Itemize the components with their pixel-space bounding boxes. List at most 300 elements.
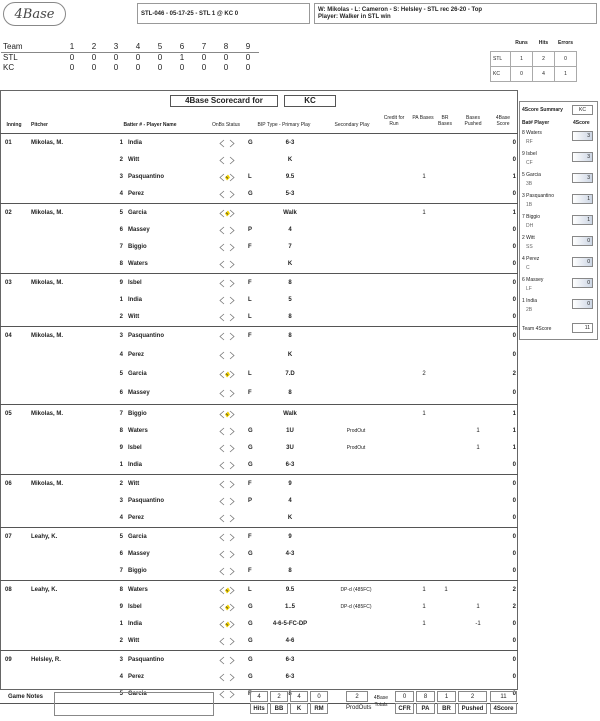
batter-name: Witt (128, 481, 140, 487)
primary-play: Walk (283, 210, 297, 216)
play-row (0, 654, 518, 668)
primary-play: 3U (286, 445, 294, 451)
game-notes-field[interactable] (54, 692, 214, 716)
base-diamond-icon (219, 514, 235, 523)
4base-score: 0 (512, 314, 516, 320)
rhe-row (491, 66, 577, 81)
batter-number: 8 (119, 428, 123, 434)
primary-play: 8 (288, 333, 292, 339)
inning-cell: 8 (215, 42, 237, 52)
batter-name: Witt (128, 314, 140, 320)
primary-play: 9.5 (285, 174, 295, 180)
play-row (0, 584, 518, 598)
4base-score: 0 (512, 568, 516, 574)
bip-type: F (248, 481, 252, 487)
total-label: ProdOuts (346, 705, 372, 711)
batter-name: India (128, 462, 143, 468)
batter-number: 1 (119, 297, 123, 303)
bip-type: L (248, 371, 252, 377)
pitcher-cell: Mikolas, M. (31, 280, 64, 286)
bip-type: P (248, 498, 253, 504)
inning-cell: 0 (157, 52, 163, 62)
batter-number: 2 (119, 314, 123, 320)
total-value: 11 (490, 691, 517, 702)
col-pitcher: Pitcher (31, 122, 48, 128)
4base-score: 0 (512, 551, 516, 557)
summary-col-player: Bat# Player (522, 120, 550, 126)
pitcher-cell: Mikolas, M. (31, 140, 64, 146)
batter-number: 4 (119, 515, 123, 521)
batter-name: India (128, 297, 143, 303)
game-id: STL-046 - 05-17-25 - STL 1 @ KC 0 (141, 10, 239, 17)
4base-score: 1 (512, 174, 516, 180)
batter-name: Perez (128, 352, 145, 358)
4base-score: 0 (512, 280, 516, 286)
total-cell (270, 691, 288, 715)
batter-number: 6 (119, 227, 123, 233)
primary-play: 8 (288, 691, 292, 697)
summary-score: 0 (572, 278, 593, 288)
primary-play: K (287, 352, 293, 358)
inning-cell: 0 (113, 52, 119, 62)
batter-number: 8 (119, 261, 123, 267)
primary-play: 5-3 (285, 191, 295, 197)
base-diamond-icon (219, 370, 235, 379)
linescore-row (1, 52, 259, 62)
rhe-cell: KC (491, 66, 511, 81)
play-row (0, 671, 518, 685)
batter-number: 1 (119, 462, 123, 468)
total-value: 8 (416, 691, 435, 702)
play-row (0, 459, 518, 473)
rhe-cell: Hits (538, 40, 549, 47)
batter-name: Biggio (128, 244, 147, 250)
rhe-cell (491, 36, 511, 51)
primary-play: K (287, 515, 293, 521)
play-row (0, 618, 518, 632)
batter-name: Waters (128, 428, 148, 434)
batter-name: Biggio (128, 411, 147, 417)
batter-number: 6 (119, 390, 123, 396)
batter-name: Perez (128, 674, 145, 680)
br-bases: 1 (444, 587, 448, 593)
base-diamond-icon (219, 173, 235, 182)
col-inning: Inning (6, 122, 22, 128)
total-value: 2 (458, 691, 487, 702)
primary-play: 9.5 (285, 587, 295, 593)
base-diamond-icon (219, 410, 235, 419)
base-diamond-icon (219, 279, 235, 288)
base-diamond-icon (219, 550, 235, 559)
inning-cell: 0 (91, 62, 97, 72)
4base-score: 0 (512, 390, 516, 396)
inning-cell: 09 (5, 657, 12, 663)
4base-score: 0 (512, 157, 516, 163)
play-row (0, 330, 518, 344)
summary-title: 4Score Summary (522, 107, 563, 113)
total-value: 4 (250, 691, 268, 702)
pa-bases: 1 (422, 587, 426, 593)
4base-score: 0 (512, 498, 516, 504)
4base-score: 0 (512, 674, 516, 680)
4base-score: 0 (512, 657, 516, 663)
inning-separator (0, 650, 518, 651)
inning-separator (0, 580, 518, 581)
bases-pushed: 1 (476, 428, 480, 434)
batter-number: 1 (119, 621, 123, 627)
batter-name: Garcia (128, 371, 147, 377)
play-row (0, 294, 518, 308)
4base-score: 0 (512, 227, 516, 233)
inning-cell: 03 (5, 280, 12, 286)
4base-score: 0 (512, 534, 516, 540)
summary-player: 4 Perez (522, 256, 540, 262)
batter-name: Witt (128, 157, 140, 163)
play-row (0, 258, 518, 272)
inning-cell: 0 (223, 52, 229, 62)
inning-separator (0, 273, 518, 274)
base-diamond-icon (219, 586, 235, 595)
primary-play: 6-3 (285, 674, 295, 680)
base-diamond-icon (219, 243, 235, 252)
inning-cell: 0 (91, 52, 97, 62)
batter-name: Isbel (128, 604, 142, 610)
base-diamond-icon (219, 139, 235, 148)
batter-name: Massey (128, 551, 150, 557)
summary-score: 0 (572, 236, 593, 246)
rhe-table (490, 36, 577, 82)
col-pa: PA Bases (412, 115, 434, 121)
summary-position: 2B (526, 307, 533, 313)
base-diamond-icon (219, 497, 235, 506)
primary-play: 6-3 (285, 462, 295, 468)
bip-type: G (248, 462, 253, 468)
col-onbs: OnBs Status (211, 122, 241, 128)
pitcher-cell: Mikolas, M. (31, 333, 64, 339)
primary-play: 4-3 (285, 551, 295, 557)
batter-number: 7 (119, 568, 123, 574)
4base-score: 0 (512, 621, 516, 627)
player-of-game: Player: Walker in STL win (318, 14, 391, 20)
primary-play: 7.D (285, 371, 295, 377)
summary-position: LF (526, 286, 532, 292)
inning-cell: 1 (61, 42, 83, 52)
4base-score: 1 (512, 210, 516, 216)
primary-play: 8 (288, 314, 292, 320)
batter-name: Pasquantino (128, 333, 165, 339)
base-diamond-icon (219, 533, 235, 542)
4base-score: 1 (512, 411, 516, 417)
batter-name: India (128, 621, 143, 627)
inning-cell: 0 (69, 52, 75, 62)
batter-number: 8 (119, 587, 123, 593)
primary-play: 9 (288, 534, 292, 540)
4base-score: 0 (512, 191, 516, 197)
play-row (0, 601, 518, 615)
batter-name: Witt (128, 638, 140, 644)
primary-play: K (287, 157, 293, 163)
batter-name: Massey (128, 390, 150, 396)
scorecard-title: 4Base Scorecard for (170, 95, 278, 107)
game-notes-label: Game Notes (8, 694, 44, 700)
total-value: 1 (437, 691, 456, 702)
total-cell (437, 691, 456, 715)
batter-number: 5 (119, 534, 123, 540)
batter-name: Perez (128, 191, 145, 197)
4base-score: 2 (512, 587, 516, 593)
play-row (0, 425, 518, 439)
batter-name: Massey (128, 227, 150, 233)
team-cell: STL (3, 52, 18, 62)
inning-cell: 0 (69, 62, 75, 72)
base-diamond-icon (219, 190, 235, 199)
summary-score: 0 (572, 257, 593, 267)
inning-cell: 08 (5, 587, 12, 593)
batter-number: 4 (119, 352, 123, 358)
col-score: 4Base Score (495, 115, 511, 127)
batter-number: 5 (119, 210, 123, 216)
base-diamond-icon (219, 296, 235, 305)
primary-play: 1..5 (284, 604, 295, 610)
secondary-play: ProdOut (346, 428, 366, 434)
total-cell (416, 691, 435, 715)
linescore-row (1, 62, 259, 72)
4base-logo (3, 2, 66, 26)
bip-type: F (248, 534, 252, 540)
inning-cell: 05 (5, 411, 12, 417)
primary-play: 7 (288, 244, 292, 250)
inning-cell: 0 (135, 62, 141, 72)
game-result-box (314, 3, 597, 24)
play-row (0, 171, 518, 185)
base-diamond-icon (219, 690, 235, 699)
play-row (0, 137, 518, 151)
4base-score: 0 (512, 261, 516, 267)
summary-player: 2 Witt (522, 235, 535, 241)
base-diamond-icon (219, 156, 235, 165)
rhe-cell: 2 (533, 51, 555, 66)
base-diamond-icon (219, 444, 235, 453)
inning-cell: 0 (201, 62, 207, 72)
pa-bases: 1 (422, 621, 426, 627)
batter-name: Waters (128, 587, 148, 593)
summary-col-score: 4Score (573, 120, 590, 126)
4base-score: 1 (512, 445, 516, 451)
inning-cell: 0 (223, 62, 229, 72)
game-id-box (137, 3, 310, 24)
bip-type: F (248, 691, 252, 697)
summary-player: 7 Biggio (522, 214, 541, 220)
pa-bases: 2 (422, 371, 426, 377)
base-diamond-icon (219, 480, 235, 489)
primary-play: 4 (288, 227, 292, 233)
pitcher-cell: Leahy, K. (31, 534, 58, 540)
batter-name: Pasquantino (128, 498, 165, 504)
primary-play: 6-3 (285, 140, 295, 146)
4base-score: 0 (512, 481, 516, 487)
batter-number: 3 (119, 333, 123, 339)
batter-number: 9 (119, 604, 123, 610)
summary-position: SS (526, 244, 533, 250)
inning-separator (0, 527, 518, 528)
bip-type: L (248, 587, 252, 593)
primary-play: 8 (288, 280, 292, 286)
batter-name: Pasquantino (128, 657, 165, 663)
team-cell: KC (3, 62, 15, 72)
play-row (0, 548, 518, 562)
base-diamond-icon (219, 427, 235, 436)
total-value: 0 (395, 691, 414, 702)
bip-type: P (248, 227, 253, 233)
batter-name: Garcia (128, 691, 147, 697)
pa-bases: 1 (422, 174, 426, 180)
base-diamond-icon (219, 226, 235, 235)
batter-number: 7 (119, 244, 123, 250)
secondary-play: DP-d (485FC) (340, 604, 372, 610)
play-row (0, 224, 518, 238)
base-diamond-icon (219, 332, 235, 341)
batter-number: 3 (119, 498, 123, 504)
summary-position: DH (526, 223, 534, 229)
total-cell (290, 691, 308, 715)
batter-number: 1 (119, 140, 123, 146)
inning-cell: 9 (237, 42, 259, 52)
batter-number: 5 (119, 691, 123, 697)
col-cfr: Credit for Run (383, 115, 405, 127)
bip-type: G (248, 428, 253, 434)
inning-cell: 02 (5, 210, 12, 216)
primary-play: 5 (288, 297, 292, 303)
play-row (0, 495, 518, 509)
inning-cell: 7 (193, 42, 215, 52)
primary-play: 6-3 (285, 657, 295, 663)
bip-type: G (248, 140, 253, 146)
inning-cell: 0 (113, 62, 119, 72)
batter-number: 3 (119, 657, 123, 663)
primary-play: 4-6 (285, 638, 295, 644)
total-cell (310, 691, 328, 715)
total-label: CFR (395, 703, 414, 714)
summary-team: KC (572, 105, 593, 115)
rhe-cell: 0 (555, 51, 577, 66)
play-row (0, 311, 518, 325)
col-br: BR Bases (438, 115, 452, 127)
primary-play: 8 (288, 390, 292, 396)
play-row (0, 349, 518, 363)
primary-play: 9 (288, 481, 292, 487)
total-value: 4 (290, 691, 308, 702)
play-row (0, 531, 518, 545)
summary-player: 5 Garcia (522, 172, 541, 178)
inning-cell: 01 (5, 140, 12, 146)
4base-score: 0 (512, 297, 516, 303)
rhe-cell: Runs (515, 40, 528, 47)
base-diamond-icon (219, 209, 235, 218)
inning-separator (0, 203, 518, 204)
total-label: Pushed (458, 703, 487, 714)
batter-name: India (128, 140, 143, 146)
batter-name: Isbel (128, 445, 142, 451)
bip-type: F (248, 390, 252, 396)
inning-cell: 5 (149, 42, 171, 52)
play-row (0, 442, 518, 456)
base-diamond-icon (219, 656, 235, 665)
rhe-cell: Errors (557, 40, 573, 47)
summary-score: 1 (572, 194, 593, 204)
batter-name: Waters (128, 261, 148, 267)
total-label: 4Score (490, 703, 517, 714)
batter-number: 3 (119, 174, 123, 180)
total-value: 0 (310, 691, 328, 702)
summary-player: 9 Isbel (522, 151, 537, 157)
summary-position: CF (526, 160, 533, 166)
batter-name: Isbel (128, 280, 142, 286)
team-4score-value: 11 (572, 323, 593, 333)
summary-score: 1 (572, 215, 593, 225)
4base-score: 0 (512, 333, 516, 339)
bases-pushed: -1 (475, 621, 481, 627)
total-label: K (290, 703, 308, 714)
bip-type: L (248, 174, 252, 180)
total-label: Hits (250, 703, 268, 714)
secondary-play: DP-d (485FC) (340, 587, 372, 593)
bip-type: G (248, 621, 253, 627)
summary-position: 1B (526, 202, 533, 208)
total-label: PA (416, 703, 435, 714)
batter-number: 7 (119, 411, 123, 417)
rhe-cell: 1 (511, 51, 533, 66)
base-diamond-icon (219, 567, 235, 576)
batter-name: Pasquantino (128, 174, 165, 180)
linescore-row (1, 42, 259, 52)
batter-name: Garcia (128, 210, 147, 216)
col-secondary: Secondary Play (334, 122, 370, 128)
summary-score: 0 (572, 299, 593, 309)
inning-cell: 0 (135, 52, 141, 62)
base-diamond-icon (219, 389, 235, 398)
base-diamond-icon (219, 313, 235, 322)
play-row (0, 368, 518, 382)
bip-type: G (248, 674, 253, 680)
total-label: RM (310, 703, 328, 714)
base-diamond-icon (219, 461, 235, 470)
totals-label: 4Base Totals (373, 695, 389, 708)
base-diamond-icon (219, 637, 235, 646)
rhe-row (491, 36, 577, 51)
pitcher-cell: Helsley, R. (31, 657, 61, 663)
4base-score: 2 (512, 604, 516, 610)
base-diamond-icon (219, 673, 235, 682)
play-row (0, 408, 518, 422)
team-cell: Team (1, 42, 61, 52)
rhe-cell: 1 (555, 66, 577, 81)
batter-number: 6 (119, 551, 123, 557)
pitcher-cell: Mikolas, M. (31, 411, 64, 417)
play-row (0, 565, 518, 579)
4base-score: 0 (512, 638, 516, 644)
batter-name: Garcia (128, 534, 147, 540)
play-row (0, 512, 518, 526)
pa-bases: 1 (422, 411, 426, 417)
summary-score: 3 (572, 152, 593, 162)
4base-score: 0 (512, 462, 516, 468)
play-row (0, 207, 518, 221)
total-value: 2 (346, 691, 368, 702)
batter-number: 5 (119, 371, 123, 377)
total-cell (395, 691, 414, 715)
4base-score: 2 (512, 371, 516, 377)
summary-position: RF (526, 139, 533, 145)
